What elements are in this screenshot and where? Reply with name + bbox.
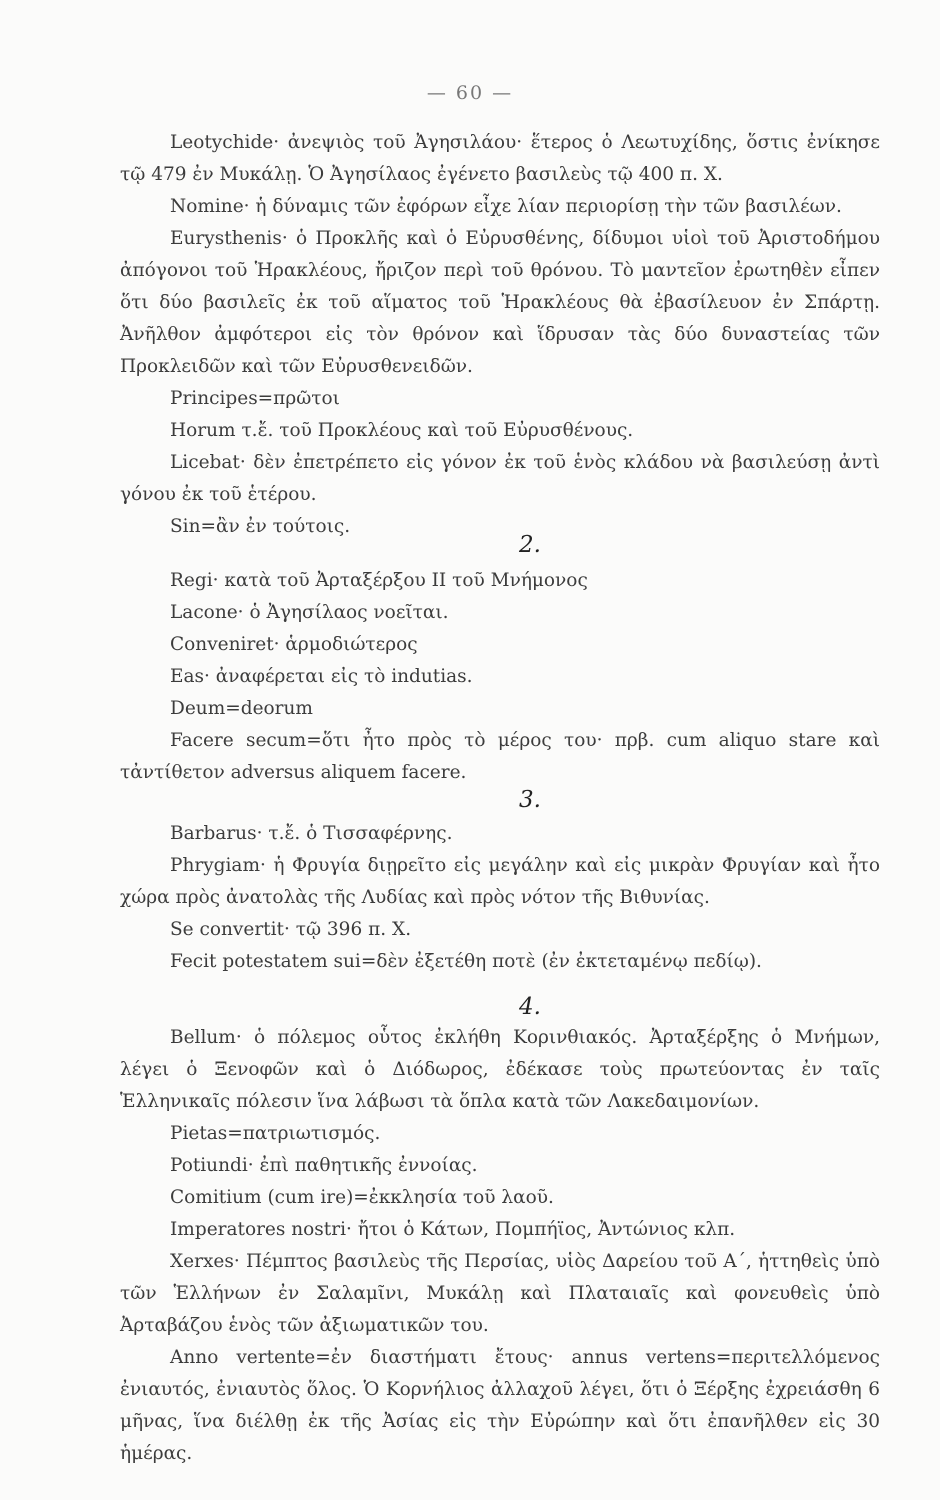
note-eas: Eas· ἀναφέρεται εἰς τὸ indutias. — [170, 666, 473, 687]
note-conveniret: Conveniret· ἁρμοδιώτερος — [170, 634, 418, 655]
note-xerxes: Xerxes· Πέμπτος βασιλεὺς τῆς Περσίας, υἱὸς Δαρείου τοῦ Α΄, ἡττηθεὶς ὑπὸ τῶν Ἑλλήνων ἐν Σαλαμῖνι, Μυκάλῃ καὶ Πλαταιαῖς καὶ φονευθεὶς ὑπὸ Ἀρταβάζου ἑνὸς τῶν ἀξιωματικῶν του. — [120, 1251, 880, 1336]
note-lacone: Lacone· ὁ Ἀγησίλαος νοεῖται. — [170, 602, 449, 623]
section-2-notes — [120, 565, 880, 789]
section-4-notes — [120, 1022, 880, 1470]
section-1-notes — [120, 127, 880, 543]
note-facere: Facere secum=ὅτι ἦτο πρὸς τὸ μέρος του· πρβ. cum aliquo stare καὶ τἀντίθετον adversus aliquem facere. — [120, 730, 880, 783]
note-imperatores: Imperatores nostri· ἤτοι ὁ Κάτων, Πομπήϊος, Ἀντώνιος κλπ. — [170, 1219, 736, 1240]
note-anno-vertente: Anno vertente=ἐν διαστήματι ἔτους· annus vertens=περιτελλόμενος ἐνιαυτός, ἐνιαυτὸς ὅλος. Ὁ Κορνήλιος ἀλλαχοῦ λέγει, ὅτι ὁ Ξέρξης ἐχρειάσθη 6 μῆνας, ἵνα διέλθῃ ἐκ τῆς Ἀσίας εἰς τὴν Εὐρώπην καὶ ὅτι ἐπανῆλθεν εἰς 30 ἡμέρας. — [120, 1347, 880, 1464]
note-sin: Sin=ἂν ἐν τούτοις. — [170, 516, 351, 537]
note-principes: Principes=πρῶτοι — [170, 388, 340, 409]
note-regi: Regi· κατὰ τοῦ Ἀρταξέρξου II τοῦ Μνήμονος — [170, 570, 588, 591]
note-eurysthenis: Eurysthenis· ὁ Προκλῆς καὶ ὁ Εὐρυσθένης, δίδυμοι υἱοὶ τοῦ Ἀριστοδήμου ἀπόγονοι τοῦ Ἡρακλέους, ἤριζον περὶ τοῦ θρόνου. Τὸ μαντεῖον ἐρωτηθὲν εἶπεν ὅτι δύο βασιλεῖς ἐκ τοῦ αἵματος τοῦ Ἡρακλέους θὰ ἐβασίλευον ἐν Σπάρτῃ. Ἀνῆλθον ἀμφότεροι εἰς τὸν θρόνον καὶ ἵδρυσαν τὰς δύο δυναστείας τῶν Προκλειδῶν καὶ τῶν Εὐρυσθενειδῶν. — [120, 228, 880, 377]
note-bellum: Bellum· ὁ πόλεμος οὗτος ἐκλήθη Κορινθιακός. Ἀρταξέρξης ὁ Μνήμων, λέγει ὁ Ξενοφῶν καὶ ὁ Διόδωρος, ἐδέκασε τοὺς πρωτεύοντας ἐν ταῖς Ἑλληνικαῖς πόλεσιν ἵνα λάβωσι τὰ ὅπλα κατὰ τῶν Λακεδαιμονίων. — [120, 1027, 880, 1112]
section-number-3: 3. — [519, 787, 541, 813]
note-fecit: Fecit potestatem sui=δὲν ἐξετέθη ποτὲ (ἐν ἐκτεταμένῳ πεδίῳ). — [170, 951, 762, 972]
note-potiundi: Potiundi· ἐπὶ παθητικῆς ἐννοίας. — [170, 1155, 478, 1176]
section-number-4: 4. — [519, 994, 541, 1020]
section-3-notes — [120, 818, 880, 978]
note-licebat: Licebat· δὲν ἐπετρέπετο εἰς γόνον ἐκ τοῦ ἑνὸς κλάδου νὰ βασιλεύσῃ ἀντὶ γόνου ἐκ τοῦ ἑτέρου. — [120, 452, 880, 505]
note-comitium: Comitium (cum ire)=ἐκκλησία τοῦ λαοῦ. — [170, 1187, 554, 1208]
note-leotychide: Leotychide· ἀνεψιὸς τοῦ Ἀγησιλάου· ἕτερος ὁ Λεωτυχίδης, ὅστις ἐνίκησε τῷ 479 ἐν Μυκάλῃ. Ὁ Ἀγησίλαος ἐγένετο βασιλεὺς τῷ 400 π. Χ. — [120, 132, 880, 185]
note-nomine: Nomine· ἡ δύναμις τῶν ἐφόρων εἶχε λίαν περιορίσῃ τὴν τῶν βασιλέων. — [170, 196, 842, 217]
note-pietas: Pietas=πατριωτισμός. — [170, 1123, 381, 1144]
note-se-convertit: Se convertit· τῷ 396 π. Χ. — [170, 919, 412, 940]
note-deum: Deum=deorum — [170, 698, 313, 719]
note-barbarus: Barbarus· τ.ἔ. ὁ Τισσαφέρνης. — [170, 823, 453, 844]
section-number-2: 2. — [519, 532, 541, 558]
note-phrygiam: Phrygiam· ἡ Φρυγία διῃρεῖτο εἰς μεγάλην καὶ εἰς μικρὰν Φρυγίαν καὶ ἦτο χώρα πρὸς ἀνατολὰς τῆς Λυδίας καὶ πρὸς νότον τῆς Βιθυνίας. — [120, 855, 880, 908]
page-number: — 60 — — [426, 82, 514, 104]
note-horum: Horum τ.ἔ. τοῦ Προκλέους καὶ τοῦ Εὐρυσθένους. — [170, 420, 634, 441]
